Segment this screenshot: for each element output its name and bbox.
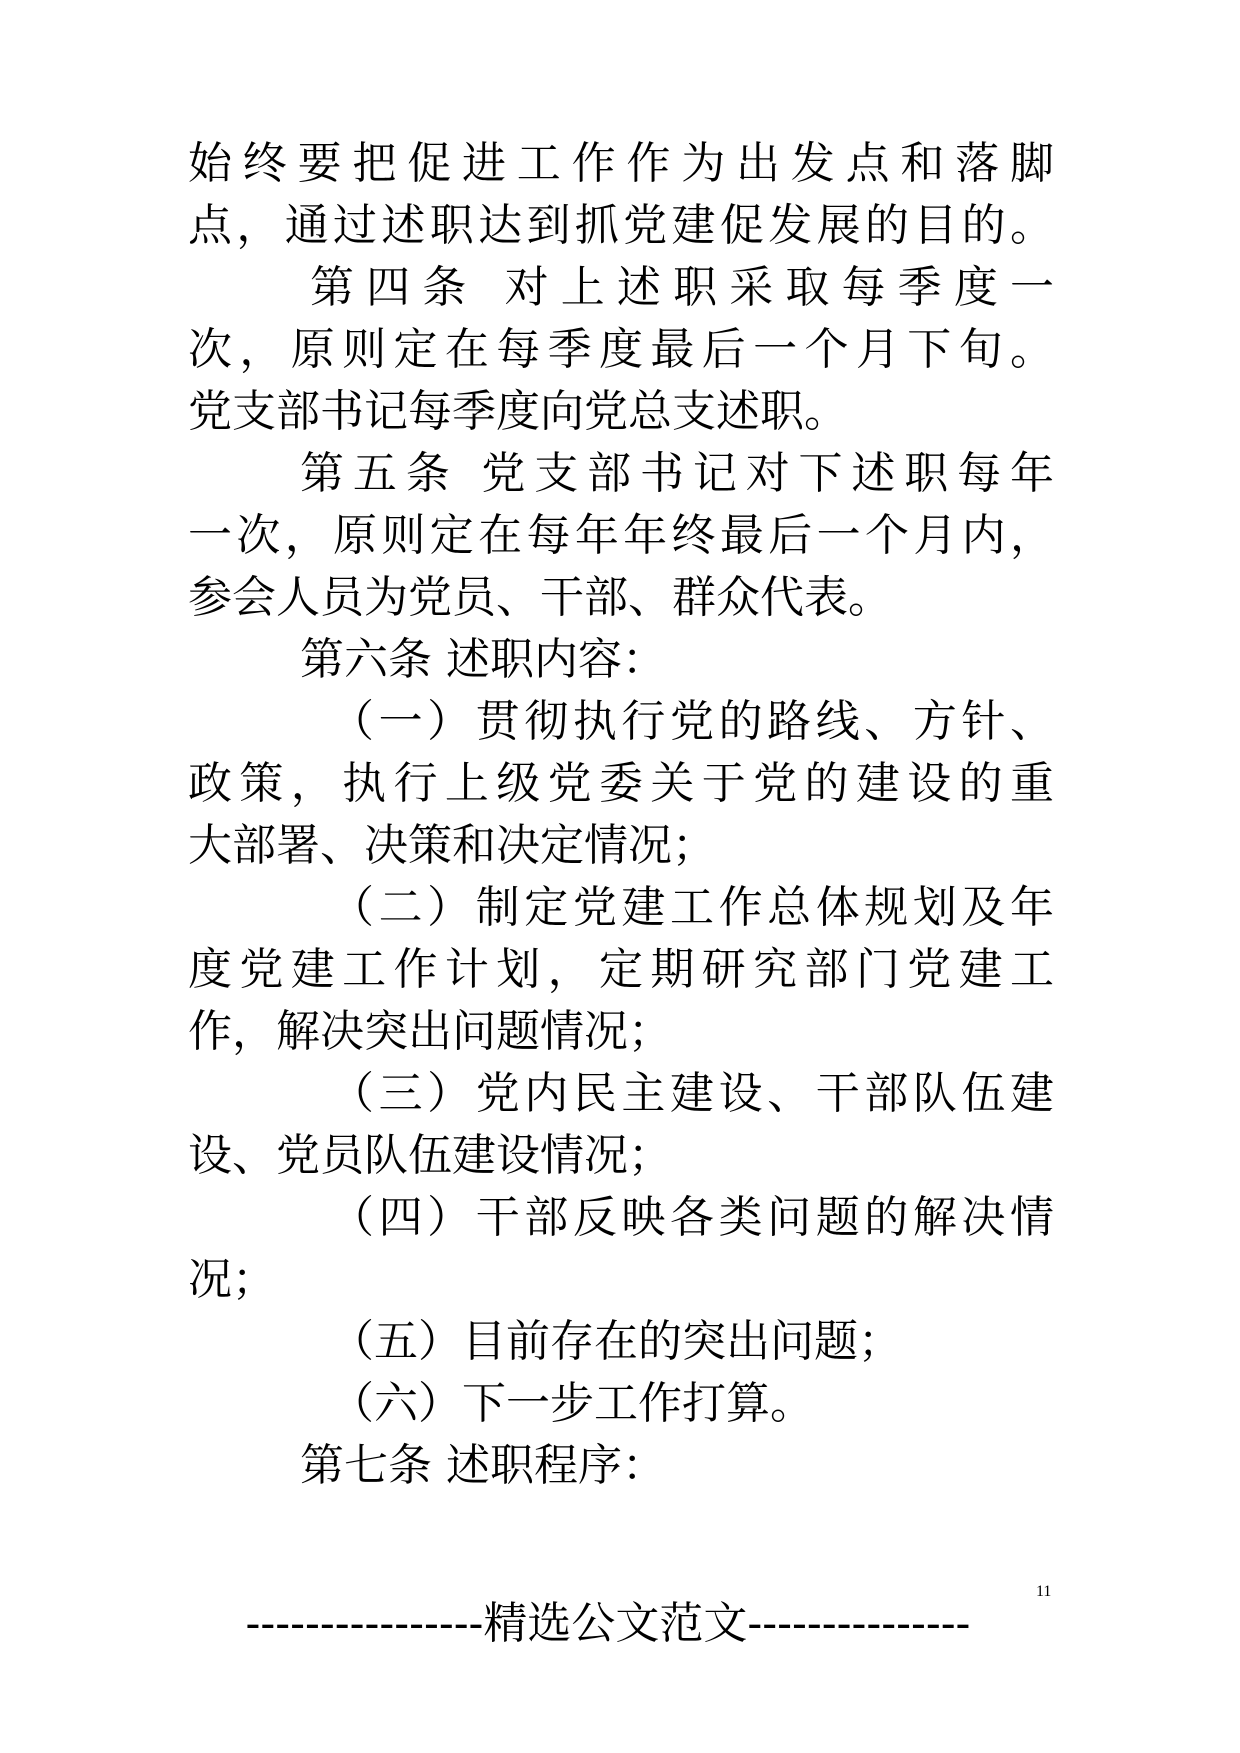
body-line-2: 点，通过述职达到抓党建促发展的目的。 [188,200,1054,251]
article-4-line-1: 第四条 对上述职采取每季度一 [310,262,1054,313]
item-1-line-2: 政策，执行上级党委关于党的建设的重 [188,758,1054,809]
item-3-line-2: 设、党员队伍建设情况； [188,1130,672,1181]
page-number: 11 [1036,1583,1052,1600]
item-4-line-1: （四）干部反映各类问题的解决情 [330,1192,1054,1243]
item-2-line-3: 作，解决突出问题情况； [188,1006,672,1057]
item-1-line-3: 大部署、决策和决定情况； [188,820,716,871]
article-6-heading: 第六条 述职内容： [300,634,666,685]
article-7-heading: 第七条 述职程序： [300,1440,666,1491]
article-4-line-3: 党支部书记每季度向党总支述职。 [188,386,848,437]
item-2-line-2: 度党建工作计划，定期研究部门党建工 [188,944,1054,995]
item-4-line-2: 况； [188,1254,276,1305]
footer-banner: ----------------精选公文范文--------------- [245,1598,971,1649]
item-3-line-1: （三）党内民主建设、干部队伍建 [330,1068,1054,1119]
item-2-line-1: （二）制定党建工作总体规划及年 [330,882,1054,933]
item-1-line-1: （一）贯彻执行党的路线、方针、 [330,696,1054,747]
body-line-1: 始终要把促进工作作为出发点和落脚 [188,138,1054,189]
article-4-line-2: 次，原则定在每季度最后一个月下旬。 [188,324,1054,375]
article-5-line-1: 第五条 党支部书记对下述职每年 [300,448,1054,499]
item-5-line: （五）目前存在的突出问题； [330,1316,902,1367]
article-5-line-3: 参会人员为党员、干部、群众代表。 [188,572,892,623]
article-5-line-2: 一次，原则定在每年年终最后一个月内， [188,510,1054,561]
item-6-line: （六）下一步工作打算。 [330,1378,814,1429]
